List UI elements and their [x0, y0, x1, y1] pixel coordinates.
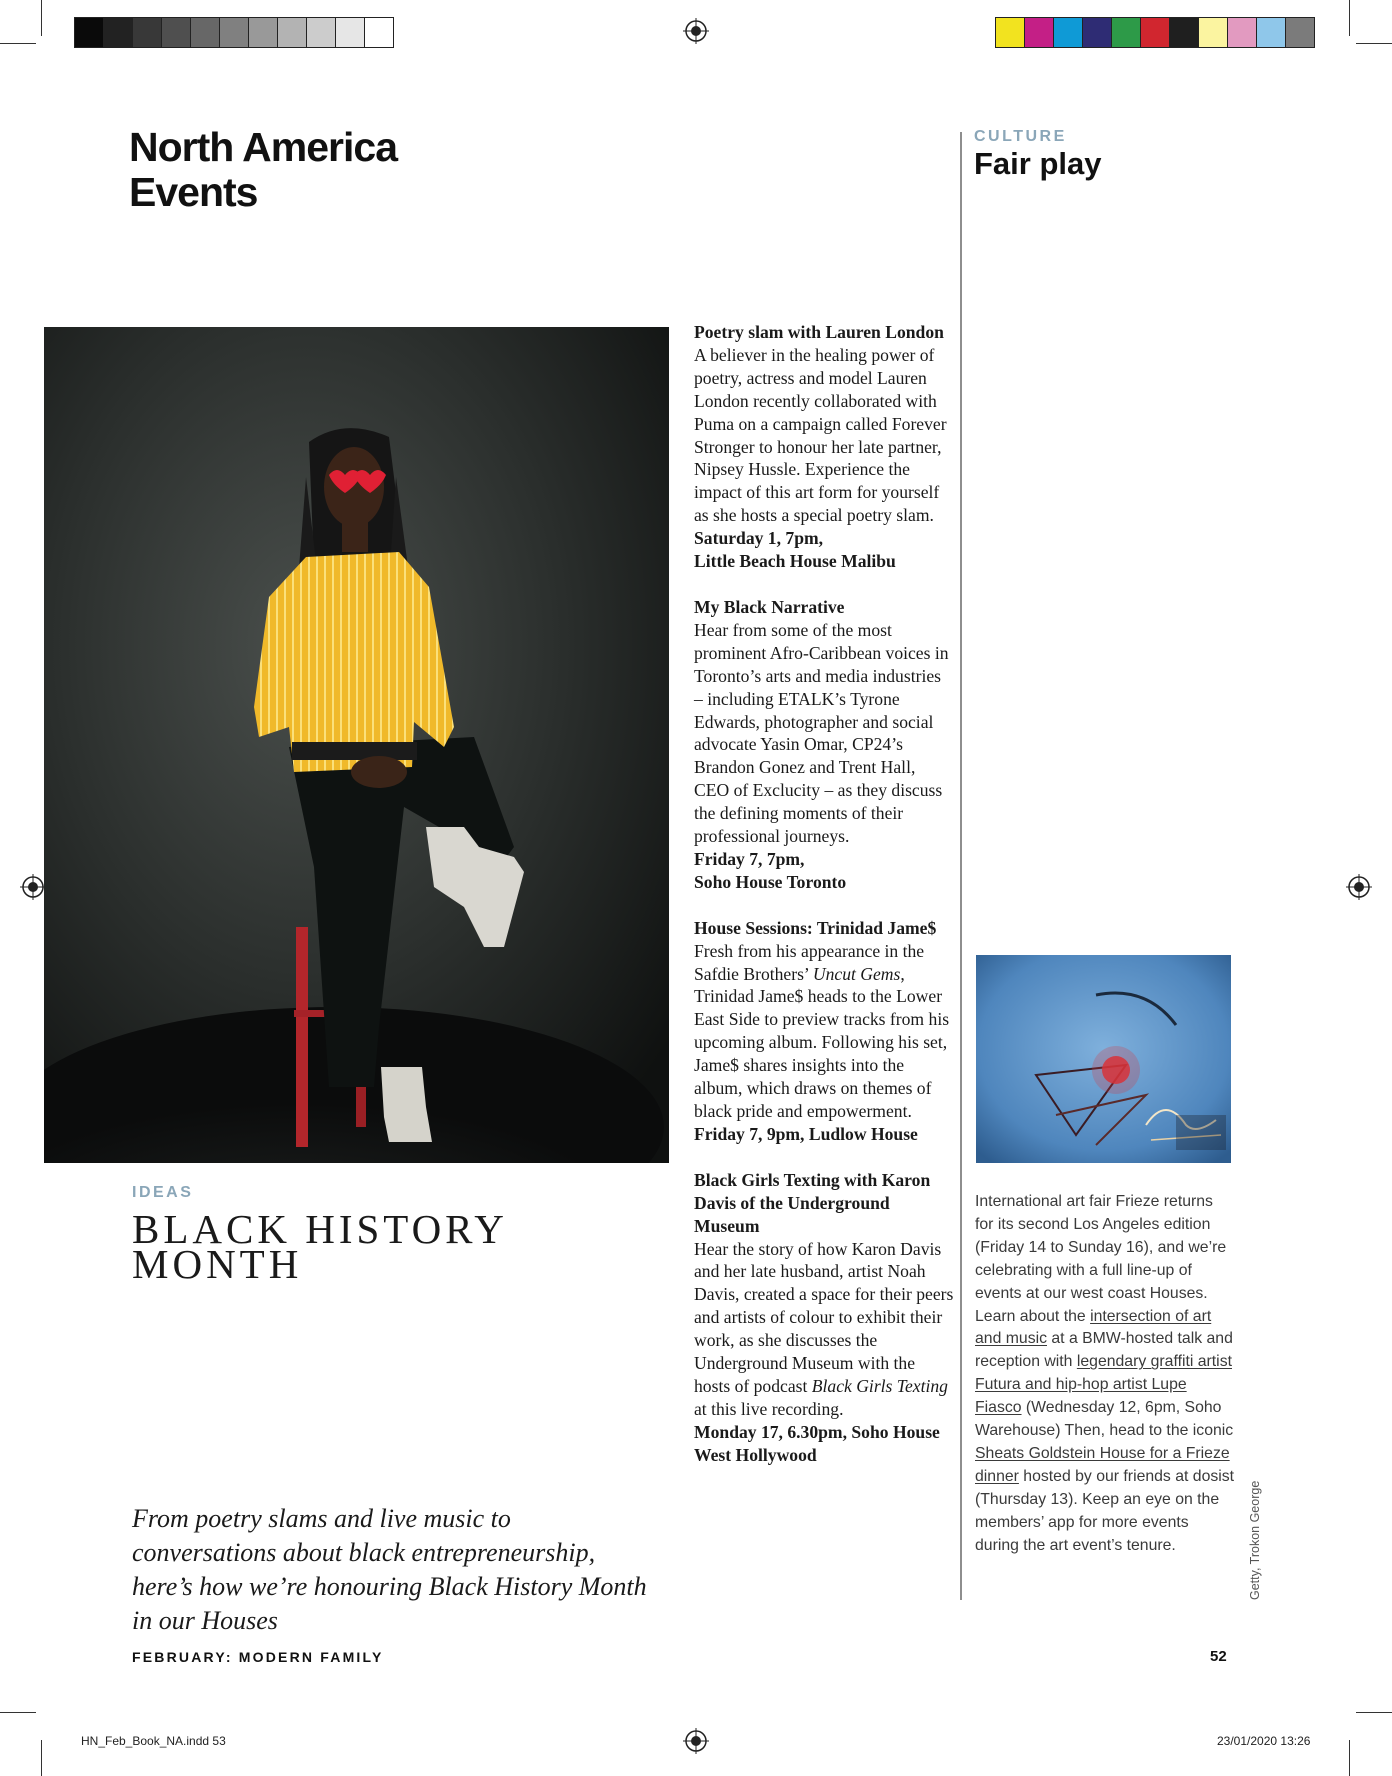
event-title: House Sessions: Trinidad Jame$ [694, 917, 937, 938]
color-swatch [1083, 18, 1112, 47]
event-description-text: Hear the story of how Karon Davis and her late husband, artist Noah Davis, created a space for their peers and artists of colour to exhibit their work, as she discusses the Underground Museum with the hosts of podcast [694, 1238, 954, 1396]
grayscale-color-bar [74, 17, 394, 48]
event-title: Black Girls Texting with Karon Davis of the Underground Museum [694, 1169, 931, 1236]
event-item [694, 321, 954, 573]
event-description-text: , Trinidad Jame$ heads to the Lower East Side to preview tracks from his upcoming album. Following his set, Jame$ shares insights into the album, which draws on themes of black pride and empowerment. [694, 963, 950, 1121]
registration-mark-icon [683, 18, 709, 44]
feature-lead: From poetry slams and live music to conversations about black entrepreneurship, here’s how we’re honouring Black History Month in our Houses [132, 1504, 647, 1635]
ideas-kicker: IDEAS [132, 1184, 194, 1201]
color-swatch [75, 18, 104, 47]
art-music-link[interactable]: intersection of art and music [975, 1307, 1212, 1348]
page-number: 52 [1210, 1648, 1227, 1665]
event-title: Poetry slam with Lauren London [694, 322, 944, 342]
page-title-line-1: North America [129, 124, 397, 170]
slug-timestamp: 23/01/2020 13:26 [1217, 1734, 1311, 1748]
fair-text: hosted by our friends at dosist (Thursday 13). Keep an eye on the members’ app for more events during the art event’s tenure. [975, 1467, 1235, 1554]
registration-mark-icon [683, 1728, 709, 1754]
fair-text: International art fair Frieze returns for its second Los Angeles edition (Friday 14 to Sunday 16), and we’re celebrating with a full line-up of events at our west coast Houses. Learn about the [975, 1193, 1227, 1325]
photo-credit: Getty, Trokon George [1248, 1480, 1262, 1600]
page-title-line-2: Events [129, 169, 258, 215]
sheats-goldstein-link[interactable]: Sheats Goldstein House for a Frieze dinner [975, 1444, 1230, 1485]
color-swatch [365, 18, 393, 47]
color-swatch [1286, 18, 1314, 47]
artwork-photo [976, 955, 1231, 1163]
color-swatch [1199, 18, 1228, 47]
event-description [694, 1238, 954, 1421]
event-description-italic: Uncut Gems [812, 963, 901, 984]
process-color-bar [995, 17, 1315, 48]
event-description: Hear from some of the most prominent Afro-Caribbean voices in Toronto’s arts and media industries – including ETALK’s Tyrone Edwards, photographer and social advocate Yasin Omar, CP24’s Brandon Gonez and Trent Hall, CEO of Exclucity – as they discuss the defining moments of their professional journeys. [694, 619, 949, 847]
event-time: Saturday 1, 7pm, [694, 528, 824, 549]
event-item [694, 596, 954, 894]
registration-mark-icon [1346, 874, 1372, 900]
color-swatch [104, 18, 133, 47]
color-swatch [996, 18, 1025, 47]
futura-lupe-link[interactable]: legendary graffiti artist Futura and hip-hop artist Lupe Fiasco [975, 1353, 1232, 1417]
event-venue: Soho House Toronto [694, 871, 847, 892]
feature-title [132, 1206, 508, 1287]
color-swatch [220, 18, 249, 47]
fair-play-body [975, 1191, 1235, 1558]
event-time-venue: Monday 17, 6.30pm, Soho House West Hollywood [694, 1421, 940, 1465]
footer-section-label: FEBRUARY: MODERN FAMILY [132, 1649, 384, 1665]
slug-filename: HN_Feb_Book_NA.indd 53 [81, 1734, 226, 1748]
fair-play-title: Fair play [974, 146, 1102, 181]
event-item [694, 1169, 954, 1467]
event-description [694, 940, 954, 1123]
color-swatch [249, 18, 278, 47]
portrait-photo [44, 327, 669, 1163]
event-description: A believer in the healing power of poetry, actress and model Lauren London recently collaborated with Puma on a campaign called Forever Stronger to honour her late partner, Nipsey Hussle. Experience the impact of this art form for yourself as she hosts a special poetry slam. [694, 344, 947, 526]
registration-mark-icon [20, 874, 46, 900]
event-time: Friday 7, 7pm, [694, 848, 805, 869]
color-swatch [162, 18, 191, 47]
event-description-text: Fresh from his appearance in the Safdie Brothers’ [694, 940, 925, 984]
event-title: My Black Narrative [694, 596, 845, 617]
color-swatch [1141, 18, 1170, 47]
feature-title-line-2: MONTH [132, 1241, 303, 1287]
events-list [694, 321, 954, 1490]
event-time-venue: Friday 7, 9pm, Ludlow House [694, 1123, 918, 1144]
fair-text: (Wednesday 12, 6pm, Soho Warehouse) Then, head to the iconic [975, 1399, 1234, 1440]
column-divider [960, 132, 962, 1600]
color-swatch [278, 18, 307, 47]
fair-text: at a BMW-hosted talk and reception with [975, 1330, 1233, 1371]
color-swatch [1112, 18, 1141, 47]
color-swatch [1228, 18, 1257, 47]
event-description-text: at this live recording. [694, 1398, 844, 1419]
color-swatch [336, 18, 365, 47]
page-title [129, 125, 397, 215]
event-description-italic: Black Girls Texting [811, 1375, 948, 1396]
color-swatch [133, 18, 162, 47]
color-swatch [191, 18, 220, 47]
color-swatch [1025, 18, 1054, 47]
color-swatch [1257, 18, 1286, 47]
event-item [694, 917, 954, 1146]
feature-title-line-1: BLACK HISTORY [132, 1206, 508, 1252]
event-venue: Little Beach House Malibu [694, 551, 896, 572]
color-swatch [1054, 18, 1083, 47]
color-swatch [307, 18, 336, 47]
culture-kicker: CULTURE [974, 128, 1067, 145]
color-swatch [1170, 18, 1199, 47]
